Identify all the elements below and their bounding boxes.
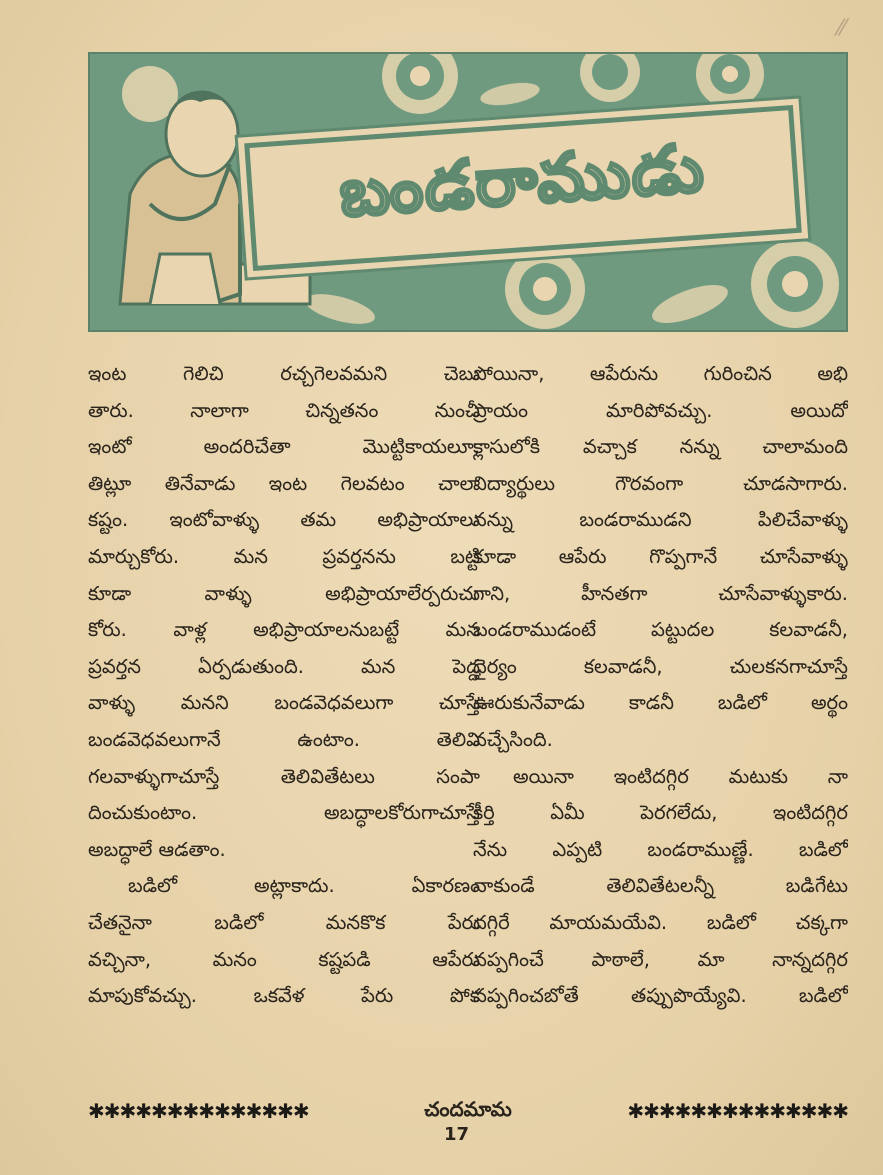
text-line: తిట్లూ తినేవాడు ఇంట గెలవటం చాలా — [88, 471, 480, 495]
footer-star-border-right: ✱✱✱✱✱✱✱✱✱✱✱✱✱✱ — [627, 1099, 848, 1123]
text-line: వప్పగించబోతే తప్పుపొయ్యేవి. బడిలో — [473, 984, 848, 1008]
text-line: వప్పగించే పాఠాలే, మా నాన్నదగ్గిర — [473, 947, 848, 971]
text-line: దించుకుంటాం. అబద్ధాలకోరుగాచూస్తే — [88, 801, 480, 825]
text-line: చేతనైనా బడిలో మనకొక పేరు — [88, 910, 480, 934]
text-line: ఊరుకునేవాడు కాడనీ బడిలో అర్థం — [473, 691, 848, 715]
title-illustration — [88, 52, 848, 332]
text-line: క్లాసులోకి వచ్చాక నన్ను చాలామంది — [473, 435, 848, 459]
text-line: బండరాముడంటే పట్టుదల కలవాడనీ, — [473, 618, 848, 642]
text-line: దగ్గిరే మాయమయేవి. బడిలో చక్కగా — [473, 910, 848, 934]
text-line: కోరు. వాళ్ల అభిప్రాయాలనుబట్టే మన — [88, 618, 480, 642]
text-line: వచ్చేసింది. — [473, 727, 553, 751]
text-line: నేను ఎప్పటి బండరాముణ్ణే. బడిలో — [473, 837, 848, 861]
text-line: పోయినా, ఆపేరును గురించిన అభి — [473, 362, 848, 385]
text-line: కూడా వాళ్ళు అభిప్రాయాలేర్పరుచు — [88, 581, 480, 605]
text-line: బడిలో అట్లాకాదు. ఏకారణం — [128, 874, 480, 898]
text-line: ఇంటో అందరిచేతా మొట్టికాయలూ, — [88, 435, 480, 459]
text-line: నన్ను బండరాముడని పిలిచేవాళ్ళు — [473, 508, 848, 532]
text-line: గలవాళ్ళుగాచూస్తే తెలివితేటలు సంపా — [88, 764, 480, 788]
corner-pencil-mark: ⁄⁄ — [838, 16, 846, 41]
text-line: మార్చుకోరు. మన ప్రవర్తనను బట్టి — [88, 544, 480, 568]
text-line: కూడా ఆపేరు గొప్పగానే చూసేవాళ్ళు — [473, 544, 848, 568]
text-line: అయినా ఇంటిదగ్గిర మటుకు నా — [513, 764, 848, 788]
text-line: నాకుండే తెలివితేటలన్నీ బడిగేటు — [473, 874, 848, 898]
page-footer — [88, 1098, 848, 1124]
text-line: ఇంట గెలిచి రచ్చగెలవమని చెబు — [88, 362, 480, 385]
text-line: వచ్చినా, మనం కష్టపడి ఆపేరు — [88, 947, 480, 971]
text-line: ప్రాయం మారిపోవచ్చు. అయిదో — [473, 398, 848, 422]
text-line: ప్రవర్తన ఏర్పడుతుంది. మన పెద్ద — [88, 654, 480, 678]
footer-star-border-left: ✱✱✱✱✱✱✱✱✱✱✱✱✱✱ — [88, 1099, 309, 1123]
text-line: అబద్ధాలే ఆడతాం. — [88, 837, 226, 861]
page-number: 17 — [444, 1124, 470, 1145]
text-line: వాళ్ళు మనని బండవెధవలుగా చూస్తే — [88, 691, 480, 715]
magazine-name: చందమామ — [424, 1096, 512, 1121]
text-line: తారు. నాలాగా చిన్నతనం నుంచీ — [88, 398, 480, 422]
text-line: కష్టం. ఇంటోవాళ్ళు తమ అభిప్రాయాలు — [88, 508, 480, 532]
text-line: విద్యార్థులు గౌరవంగా చూడసాగారు. — [473, 471, 848, 495]
left-text-column — [88, 356, 480, 1015]
text-line: గాని, హీనతగా చూసేవాళ్ళుకారు. — [473, 581, 848, 605]
story-title: బండరాముడు — [337, 128, 708, 232]
text-line: మాపుకోవచ్చు. ఒకవేళ పేరు పోక — [88, 984, 480, 1008]
text-line: బండవెధవలుగానే ఉంటాం. తెలివి — [88, 727, 480, 751]
right-text-column — [473, 356, 848, 1015]
text-line: ధైర్యం కలవాడనీ, చులకనగాచూస్తే — [473, 654, 848, 678]
text-line: కీర్తి ఏమీ పెరగలేదు, ఇంటిదగ్గిర — [473, 801, 848, 825]
